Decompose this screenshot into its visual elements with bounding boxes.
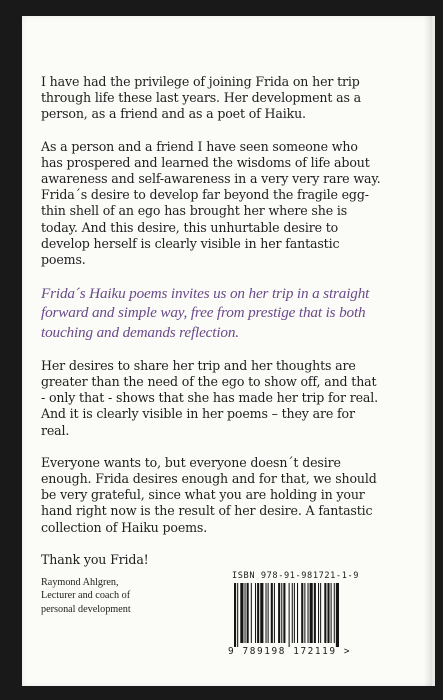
barcode-bar (260, 583, 263, 643)
barcode-bar (310, 583, 313, 643)
barcode-bar (314, 583, 316, 643)
barcode-bar (301, 583, 303, 643)
signature-block (41, 576, 201, 616)
barcode-bar (255, 583, 256, 643)
barcode-bar (289, 583, 290, 647)
barcode-bar (234, 583, 236, 647)
cover-text (41, 74, 381, 584)
barcode-bar (281, 583, 282, 643)
signature-name: Raymond Ahlgren, (41, 577, 119, 588)
barcode-bar (268, 583, 269, 643)
barcode-bar (308, 583, 309, 643)
barcode-bar (292, 583, 293, 643)
barcode-bars (228, 583, 388, 649)
barcode-bar (324, 583, 326, 643)
signature-title: personal development (41, 603, 131, 615)
page-edge (432, 16, 435, 686)
closing-thanks: Thank you Frida! (41, 551, 149, 567)
isbn-barcode (228, 571, 400, 661)
paragraph: I have had the privilege of joining Frida on her trip through life these last years. Her development as a person, as a friend and as a poet of Haiku. (41, 74, 362, 122)
barcode-bar (274, 583, 275, 643)
barcode-bar (251, 583, 252, 643)
barcode-bar (266, 583, 267, 643)
signature-title: Lecturer and coach of (41, 590, 131, 602)
barcode-bar (304, 583, 305, 643)
barcode-digits: 9 789198 172119 > (228, 646, 352, 657)
barcode-bar (278, 583, 280, 643)
barcode-bar (240, 583, 243, 643)
barcode-bar (245, 583, 246, 643)
barcode-bar (247, 583, 249, 643)
barcode-bar (297, 583, 298, 643)
barcode-bar (331, 583, 332, 643)
barcode-bar (271, 583, 273, 643)
paragraph: Everyone wants to, but everyone doesn´t desire enough. Frida desires enough and for that, we should be very grateful, since what you are holding in your hand right now is the result of her desire. A fantastic collection of Haiku poems. (41, 454, 377, 535)
barcode-bar (237, 583, 238, 647)
barcode-bar (294, 583, 295, 643)
barcode-bar (336, 583, 339, 647)
isbn-label: ISBN 978-91-981721-1-9 (232, 571, 360, 581)
paragraph: Her desires to share her trip and her thoughts are greater than the need of the ego to show off, and that - only that - shows that she has made her trip for real. And it is clearly visible in her poems – they are for real. (41, 357, 378, 438)
barcode-bar (320, 583, 321, 643)
barcode-bar (334, 583, 335, 643)
barcode-bar (257, 583, 259, 643)
paragraph: As a person and a friend I have seen someone who has prospered and learned the wisdoms of life about awareness and self-awareness in a very very rare way. Frida´s desire to develop far beyond the fragile egg-thin shell of an ego has brought her where she is today. And this desire, this unhurtable desire to develop herself is clearly visible in her fantastic poems. (41, 138, 381, 268)
barcode-bar (327, 583, 329, 643)
pull-quote: Frida´s Haiku poems invites us on her trip in a straight forward and simple way, free from prestige that is both touching and demands reflection. (41, 285, 370, 341)
barcode-bar (283, 583, 285, 643)
barcode-bar (318, 583, 319, 643)
